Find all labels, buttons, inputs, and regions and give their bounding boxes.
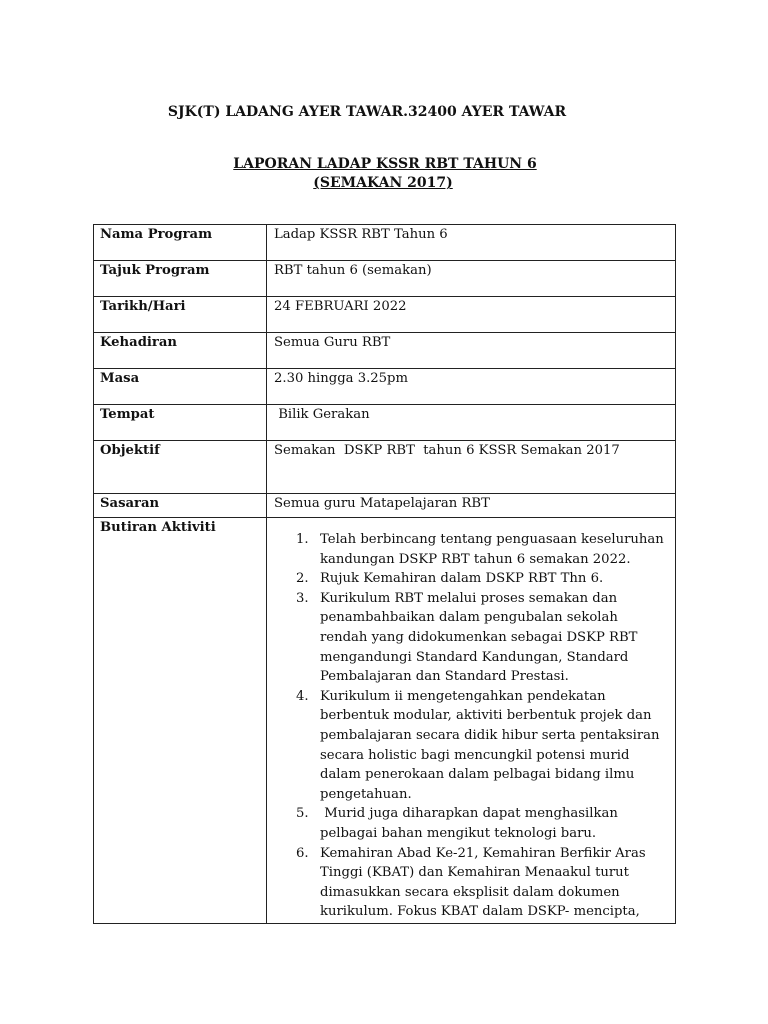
list-item: Kemahiran Abad Ke-21, Kemahiran Berfikir Aras Tinggi (KBAT) dan Kemahiran Menaakul turut dimasukkan secara eksplisit dalam dokumen kurikulum. Fokus KBAT dalam DSKP- mencipta, — [320, 845, 646, 920]
row-value: Semakan DSKP RBT tahun 6 KSSR Semakan 2017 — [267, 441, 676, 494]
table-row — [94, 261, 676, 297]
program-info-table — [93, 224, 676, 924]
activity-list — [267, 530, 675, 922]
row-label: Masa — [94, 369, 267, 405]
row-label: Tarikh/Hari — [94, 297, 267, 333]
row-label: Sasaran — [94, 494, 267, 518]
list-item: Telah berbincang tentang penguasaan keseluruhan kandungan DSKP RBT tahun 6 semakan 2022. — [320, 532, 664, 567]
row-value: RBT tahun 6 (semakan) — [267, 261, 676, 297]
report-title: LAPORAN LADAP KSSR RBT TAHUN 6 — [233, 156, 537, 172]
table-row — [94, 369, 676, 405]
row-label: Objektif — [94, 441, 267, 494]
row-value: 24 FEBRUARI 2022 — [267, 297, 676, 333]
table-row — [94, 518, 676, 924]
row-label: Butiran Aktiviti — [94, 518, 267, 924]
list-item: Kurikulum RBT melalui proses semakan dan penambahbaikan dalam pengubalan sekolah rendah yang didokumenkan sebagai DSKP RBT mengandungi Standard Kandungan, Standard Pembalajaran dan Standard Prestasi. — [320, 590, 638, 685]
row-label: Tempat — [94, 405, 267, 441]
table-row — [94, 494, 676, 518]
activities-cell — [267, 518, 676, 924]
table-row — [94, 405, 676, 441]
row-label: Kehadiran — [94, 333, 267, 369]
list-item: Rujuk Kemahiran dalam DSKP RBT Thn 6. — [320, 571, 604, 587]
row-label: Nama Program — [94, 225, 267, 261]
row-value: Bilik Gerakan — [267, 405, 676, 441]
list-item: Murid juga diharapkan dapat menghasilkan pelbagai bahan mengikut teknologi baru. — [320, 806, 623, 841]
row-value: Ladap KSSR RBT Tahun 6 — [267, 225, 676, 261]
table-row — [94, 297, 676, 333]
row-value: Semua Guru RBT — [267, 333, 676, 369]
table-row — [94, 333, 676, 369]
table-row — [94, 441, 676, 494]
table-row — [94, 225, 676, 261]
row-label: Tajuk Program — [94, 261, 267, 297]
school-name: SJK(T) LADANG AYER TAWAR.32400 AYER TAWAR — [167, 104, 567, 120]
row-value: 2.30 hingga 3.25pm — [267, 369, 676, 405]
report-subtitle: (SEMAKAN 2017) — [313, 175, 453, 191]
list-item: Kurikulum ii mengetengahkan pendekatan berbentuk modular, aktiviti berbentuk projek dan pembalajaran secara didik hibur serta pentaksiran secara holistic bagi mencungkil potensi murid dalam penerokaan dalam pelbagai bidang ilmu pengetahuan. — [320, 688, 660, 802]
row-value: Semua guru Matapelajaran RBT — [267, 494, 676, 518]
